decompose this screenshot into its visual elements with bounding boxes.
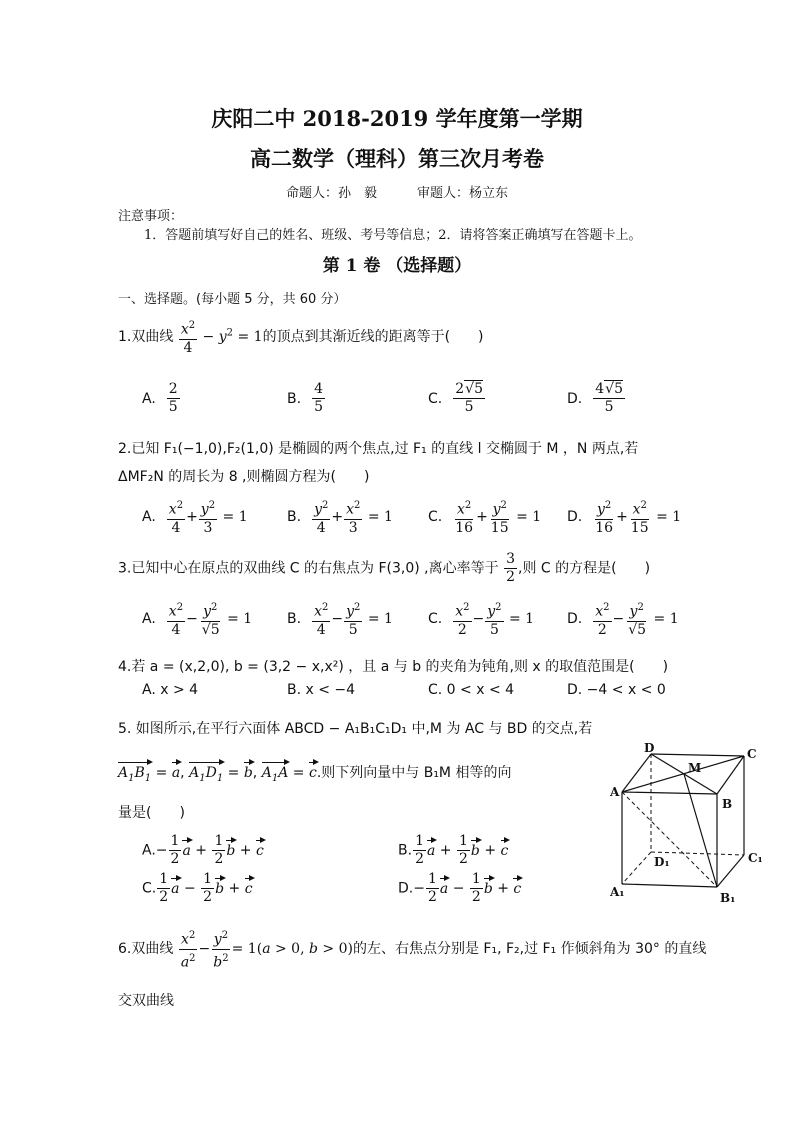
q1-fraction: $\frac{x^2}{4}$ [180,320,196,356]
q2-option-b[interactable]: B. $\frac{y^2}{4}$ + $\frac{x^2}{3}$ = 1 [287,500,393,536]
q4-option-d[interactable]: D. −4 < x < 0 [567,682,666,698]
edge-bc [717,756,744,794]
exam-subtitle: 高二数学（理科）第三次月考卷 [250,146,544,171]
question-5-line3: 量是( ) [118,805,185,821]
q5-option-c[interactable]: C. $\frac{1}{2}$ a − $\frac{1}{2}$ b + c [142,871,253,905]
label-a1: A₁ [610,885,625,899]
q1-prefix: 1.双曲线 [118,328,174,345]
label-c1: C₁ [748,851,763,865]
label-m: M [688,761,702,775]
q4-option-a[interactable]: A. x > 4 [142,682,199,698]
exam-authors [0,182,794,201]
label-c: C [747,747,757,761]
q3-option-d[interactable]: D. $\frac{x^2}{2}$ − $\frac{y^2}{√5}$ = 1 [567,602,679,638]
q5-line2-suffix: .则下列向量中与 B₁M 相等的向 [316,765,512,781]
question-6: 6.双曲线 $\frac{x^2}{a^2}$ − $\frac{y^2}{b^2}$ = 1(a > 0, b > 0)的左、右焦点分别是 F₁, F₂,过 F₁ 作倾斜角为 30° 的直线 [118,930,707,971]
setter-label: 命题人：孙 毅 [285,186,377,201]
edge-da [622,754,651,792]
question-5-line1: 5. 如图所示,在平行六面体 ABCD − A₁B₁C₁D₁ 中,M 为 AC 与 BD 的交点,若 [118,721,593,737]
edge-d1a1-hidden [622,852,651,884]
q1-option-c[interactable]: C. $\frac{2√5}{5}$ [428,381,483,415]
label-d1: D₁ [654,855,670,869]
question-2-line2: ΔMF₂N 的周长为 8 ,则椭圆方程为( ) [118,469,370,485]
q2-option-d[interactable]: D. $\frac{y^2}{16}$ + $\frac{x^2}{15}$ = 1 [567,500,682,536]
q6-suffix: 的左、右焦点分别是 F₁, F₂,过 F₁ 作倾斜角为 30° 的直线 [352,941,707,958]
q5-option-b[interactable]: B. $\frac{1}{2}$ a + $\frac{1}{2}$ b + c [398,833,509,867]
reviewer-label: 审题人：杨立东 [417,186,509,201]
q4-option-c[interactable]: C. 0 < x < 4 [428,682,515,698]
label-b1: B₁ [720,891,736,905]
q1-option-b[interactable]: B. $\frac{4}{5}$ [287,381,323,415]
label-a: A [610,785,620,799]
question-3: 3.已知中心在原点的双曲线 C 的右焦点为 F(3,0) ,离心率等于 $\frac{3}{2}$ ,则 C 的方程是( ) [118,551,651,585]
notice-body: 1．答题前填写好自己的姓名、班级、考号等信息；2．请将答案正确填写在答题卡上。 [144,228,642,243]
label-d: D [644,742,655,755]
label-b: B [722,797,733,811]
notice-heading: 注意事项： [118,209,184,224]
q1-suffix: 的顶点到其渐近线的距离等于( ) [262,328,484,345]
q6-prefix: 6.双曲线 [118,941,174,958]
edge-cd [651,754,744,756]
section-heading: 一、选择题。(每小题 5 分，共 60 分） [118,292,347,307]
parallelepiped-figure [604,742,770,908]
exam-title: 庆阳二中 2018-2019 学年度第一学期 [211,106,583,131]
edge-a1b1 [622,884,717,887]
q5-option-a[interactable]: A.− $\frac{1}{2}$ a + $\frac{1}{2}$ b + c [142,833,264,867]
q3-suffix: ,则 C 的方程是( ) [518,560,651,577]
edge-b1c1 [717,855,744,887]
question-4: 4.若 a = (x,2,0), b = (3,2 − x,x²) ，且 a 与 b 的夹角为钝角,则 x 的取值范围是( ) [118,659,669,675]
volume-title: 第 1 卷 （选择题） [322,256,472,276]
q3-option-a[interactable]: A. $\frac{x^2}{4}$ − $\frac{y^2}{√5}$ = 1 [142,602,253,638]
edge-ab [622,792,717,794]
q3-prefix: 3.已知中心在原点的双曲线 C 的右焦点为 F(3,0) ,离心率等于 [118,560,499,577]
question-5-line2: $A_1B_1 = a$, $A_1D_1 = b$, $A_1A = c$.则下列向量中与 B₁M 相等的向 [118,765,512,784]
diagonal-bd [651,754,717,794]
q3-option-c[interactable]: C. $\frac{x^2}{2}$ − $\frac{y^2}{5}$ = 1 [428,602,535,638]
q2-option-a[interactable]: A. $\frac{x^2}{4}$ + $\frac{y^2}{3}$ = 1 [142,500,248,536]
q4-option-b[interactable]: B. x < −4 [287,682,356,698]
question-6-line2: 交双曲线 [118,993,174,1009]
question-1: 1.双曲线 $\frac{x^2}{4}$ − $y^2 = 1$的顶点到其渐近线的距离等于( ) [118,320,484,356]
q5-option-d[interactable]: D.− $\frac{1}{2}$ a − $\frac{1}{2}$ b + c [398,871,522,905]
q1-option-d[interactable]: D. $\frac{4√5}{5}$ [567,381,623,415]
q3-option-b[interactable]: B. $\frac{x^2}{4}$ − $\frac{y^2}{5}$ = 1 [287,602,393,638]
question-2-line1: 2.已知 F₁(−1,0),F₂(1,0) 是椭圆的两个焦点,过 F₁ 的直线 l 交椭圆于 M ，N 两点,若 [118,441,639,457]
q2-option-c[interactable]: C. $\frac{x^2}{16}$ + $\frac{y^2}{15}$ = 1 [428,500,542,536]
q1-option-a[interactable]: A. $\frac{2}{5}$ [142,381,178,415]
